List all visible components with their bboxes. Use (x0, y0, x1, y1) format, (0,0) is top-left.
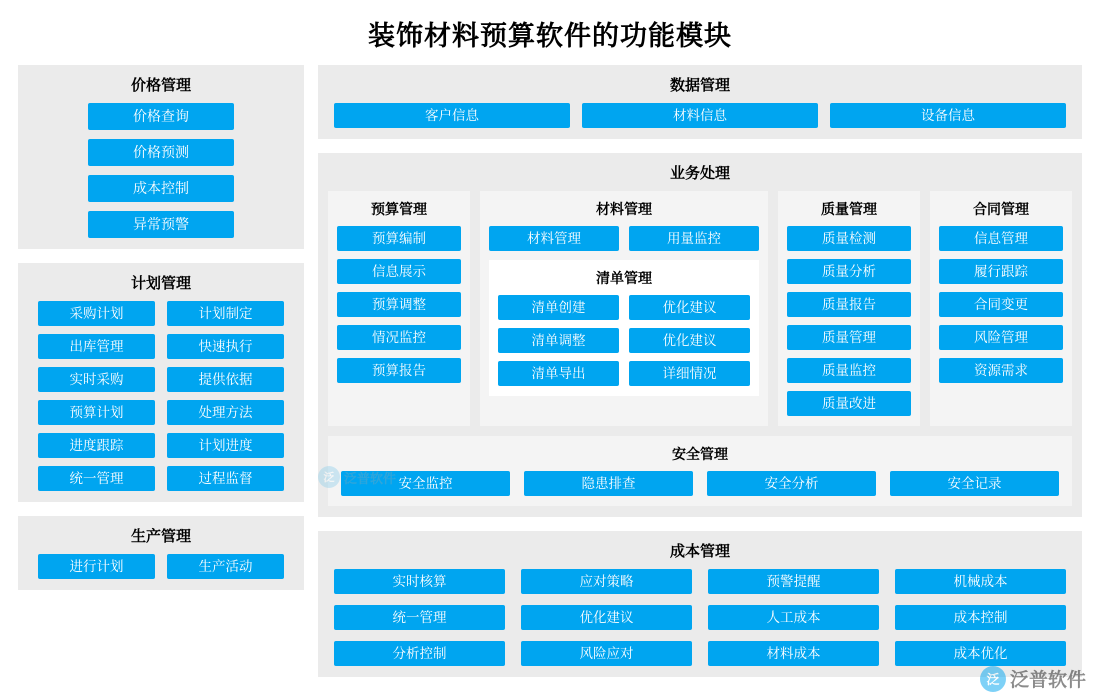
node-plan-2[interactable]: 出库管理 (38, 334, 155, 359)
subpanel-budget-management (328, 191, 470, 426)
node-plan-10[interactable]: 统一管理 (38, 466, 155, 491)
node-plan-8[interactable]: 进度跟踪 (38, 433, 155, 458)
node-cost-9[interactable]: 风险应对 (521, 641, 692, 666)
node-cost-3[interactable]: 机械成本 (895, 569, 1066, 594)
node-equipment-info[interactable]: 设备信息 (830, 103, 1066, 128)
node-contract-3[interactable]: 风险管理 (939, 325, 1063, 350)
node-plan-6[interactable]: 预算计划 (38, 400, 155, 425)
node-quality-4[interactable]: 质量监控 (787, 358, 911, 383)
watermark-left-logo-icon: 泛 (318, 466, 340, 488)
subpanel-quality-management (778, 191, 920, 426)
panel-price-management (18, 65, 304, 249)
node-quality-5[interactable]: 质量改进 (787, 391, 911, 416)
node-abnormal-alert[interactable]: 异常预警 (88, 211, 234, 238)
node-cost-4[interactable]: 统一管理 (334, 605, 505, 630)
page-title: 装饰材料预算软件的功能模块 (368, 21, 732, 51)
node-contract-2[interactable]: 合同变更 (939, 292, 1063, 317)
node-budget-1[interactable]: 信息展示 (337, 259, 461, 284)
watermark-right-label: 泛普软件 (1009, 670, 1086, 691)
node-material-info[interactable]: 材料信息 (582, 103, 818, 128)
panel-title-data: 数据管理 (669, 77, 730, 94)
node-safety-1[interactable]: 隐患排查 (524, 471, 693, 496)
node-list-2[interactable]: 清单调整 (498, 328, 619, 353)
panel-production-management (18, 516, 304, 590)
node-budget-0[interactable]: 预算编制 (337, 226, 461, 251)
panel-plan-management (18, 263, 304, 502)
node-contract-0[interactable]: 信息管理 (939, 226, 1063, 251)
node-budget-3[interactable]: 情况监控 (337, 325, 461, 350)
node-production-0[interactable]: 进行计划 (38, 554, 155, 579)
node-quality-0[interactable]: 质量检测 (787, 226, 911, 251)
subpanel-contract-management (930, 191, 1072, 426)
node-plan-5[interactable]: 提供依据 (167, 367, 284, 392)
panel-title-production: 生产管理 (130, 528, 191, 545)
diagram-layout (0, 53, 1100, 677)
node-cost-7[interactable]: 成本控制 (895, 605, 1066, 630)
node-safety-2[interactable]: 安全分析 (707, 471, 876, 496)
node-cost-5[interactable]: 优化建议 (521, 605, 692, 630)
node-list-1[interactable]: 优化建议 (629, 295, 750, 320)
panel-business-processing (318, 153, 1082, 517)
node-plan-0[interactable]: 采购计划 (38, 301, 155, 326)
node-safety-0[interactable]: 安全监控 (341, 471, 510, 496)
node-budget-2[interactable]: 预算调整 (337, 292, 461, 317)
right-column (318, 65, 1082, 677)
subpanel-material-management (480, 191, 768, 426)
node-cost-8[interactable]: 分析控制 (334, 641, 505, 666)
node-list-5[interactable]: 详细情况 (629, 361, 750, 386)
node-safety-3[interactable]: 安全记录 (890, 471, 1059, 496)
node-cost-10[interactable]: 材料成本 (708, 641, 879, 666)
subpanel-title-material: 材料管理 (596, 201, 652, 217)
node-price-forecast[interactable]: 价格预测 (88, 139, 234, 166)
panel-title-business: 业务处理 (669, 165, 730, 182)
left-column (18, 65, 304, 677)
subpanel-list-management (489, 260, 759, 396)
subpanel-title-safety: 安全管理 (672, 446, 728, 462)
panel-title-price: 价格管理 (130, 77, 191, 94)
node-plan-1[interactable]: 计划制定 (167, 301, 284, 326)
node-plan-3[interactable]: 快速执行 (167, 334, 284, 359)
subpanel-title-quality: 质量管理 (821, 201, 877, 217)
node-budget-4[interactable]: 预算报告 (337, 358, 461, 383)
node-quality-1[interactable]: 质量分析 (787, 259, 911, 284)
node-cost-11[interactable]: 成本优化 (895, 641, 1066, 666)
watermark-left-label: 泛普软件 (344, 470, 397, 486)
node-quality-3[interactable]: 质量管理 (787, 325, 911, 350)
subpanel-safety-management (328, 436, 1072, 506)
subpanel-title-list: 清单管理 (596, 270, 652, 286)
node-production-1[interactable]: 生产活动 (167, 554, 284, 579)
node-material-1[interactable]: 用量监控 (629, 226, 759, 251)
node-cost-6[interactable]: 人工成本 (708, 605, 879, 630)
watermark-right-logo-icon: 泛 (980, 666, 1006, 692)
node-contract-1[interactable]: 履行跟踪 (939, 259, 1063, 284)
subpanel-title-budget: 预算管理 (371, 201, 427, 217)
panel-title-cost: 成本管理 (669, 543, 730, 560)
node-list-3[interactable]: 优化建议 (629, 328, 750, 353)
node-plan-9[interactable]: 计划进度 (167, 433, 284, 458)
node-price-query[interactable]: 价格查询 (88, 103, 234, 130)
node-cost-2[interactable]: 预警提醒 (708, 569, 879, 594)
subpanel-title-contract: 合同管理 (973, 201, 1029, 217)
node-cost-control[interactable]: 成本控制 (88, 175, 234, 202)
node-material-0[interactable]: 材料管理 (489, 226, 619, 251)
node-cost-1[interactable]: 应对策略 (521, 569, 692, 594)
node-list-0[interactable]: 清单创建 (498, 295, 619, 320)
node-cost-0[interactable]: 实时核算 (334, 569, 505, 594)
node-list-4[interactable]: 清单导出 (498, 361, 619, 386)
panel-title-plan: 计划管理 (130, 275, 191, 292)
panel-cost-management (318, 531, 1082, 677)
node-customer-info[interactable]: 客户信息 (334, 103, 570, 128)
node-plan-7[interactable]: 处理方法 (167, 400, 284, 425)
node-quality-2[interactable]: 质量报告 (787, 292, 911, 317)
node-contract-4[interactable]: 资源需求 (939, 358, 1063, 383)
node-plan-11[interactable]: 过程监督 (167, 466, 284, 491)
node-plan-4[interactable]: 实时采购 (38, 367, 155, 392)
panel-data-management (318, 65, 1082, 139)
